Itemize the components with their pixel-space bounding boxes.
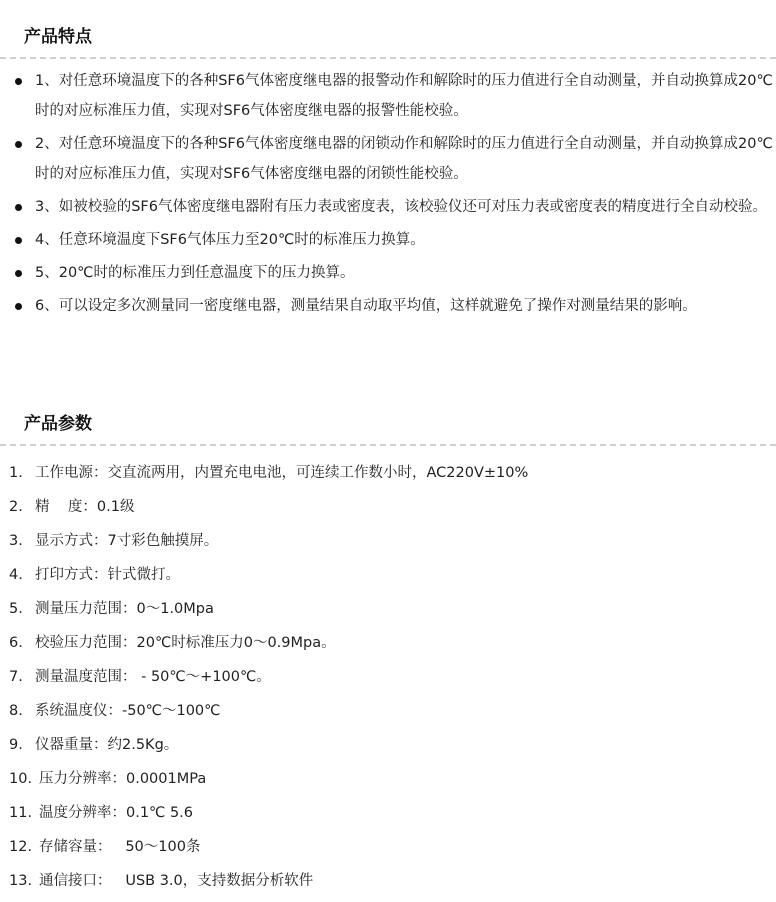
param-item <box>0 796 776 830</box>
param-item <box>0 694 776 728</box>
param-number: 1. <box>9 465 23 481</box>
param-text: 工作电源：交直流两用，内置充电电池，可连续工作数小时，AC220V±10% <box>35 465 529 481</box>
param-number: 13. <box>9 873 33 889</box>
param-item <box>0 762 776 796</box>
feature-text: 4、任意环境温度下SF6气体压力至20℃时的标准压力换算。 <box>35 232 425 248</box>
param-text: 显示方式：7寸彩色触摸屏。 <box>35 533 219 549</box>
param-text: 精 度：0.1级 <box>35 499 135 515</box>
param-number: 12. <box>9 839 33 855</box>
param-item <box>0 558 776 592</box>
param-text: 存储容量： 50～100条 <box>39 839 201 855</box>
bullet-icon <box>15 270 22 277</box>
param-item <box>0 728 776 762</box>
features-section-header <box>0 25 776 59</box>
param-text: 温度分辨率：0.1℃ 5.6 <box>39 805 194 821</box>
feature-item <box>0 258 776 288</box>
param-text: 打印方式：针式微打。 <box>35 567 180 583</box>
param-item <box>0 592 776 626</box>
param-item <box>0 830 776 864</box>
param-text: 测量温度范围： - 50℃～+100℃。 <box>35 669 271 685</box>
bullet-icon <box>15 237 22 244</box>
param-number: 3. <box>9 533 23 549</box>
param-number: 5. <box>9 601 23 617</box>
param-text: 仪器重量：约2.5Kg。 <box>35 737 179 753</box>
param-item <box>0 490 776 524</box>
param-number: 11. <box>9 805 33 821</box>
bullet-icon <box>15 141 22 148</box>
param-item <box>0 660 776 694</box>
feature-text: 1、对任意环境温度下的各种SF6气体密度继电器的报警动作和解除时的压力值进行全自动测量，并自动换算成20℃时的对应标准压力值，实现对SF6气体密度继电器的报警性能校验。 <box>35 73 773 119</box>
param-number: 2. <box>9 499 23 515</box>
param-item <box>0 864 776 898</box>
param-text: 通信接口： USB 3.0，支持数据分析软件 <box>39 873 314 889</box>
param-number: 6. <box>9 635 23 651</box>
feature-text: 2、对任意环境温度下的各种SF6气体密度继电器的闭锁动作和解除时的压力值进行全自动测量，并自动换算成20℃时的对应标准压力值，实现对SF6气体密度继电器的闭锁性能校验。 <box>35 136 773 182</box>
feature-item <box>0 291 776 321</box>
features-title: 产品特点 <box>24 27 92 47</box>
param-item <box>0 524 776 558</box>
param-text: 测量压力范围：0～1.0Mpa <box>35 601 214 617</box>
param-item <box>0 456 776 490</box>
param-item <box>0 626 776 660</box>
feature-item <box>0 225 776 255</box>
feature-item <box>0 129 776 189</box>
feature-text: 6、可以设定多次测量同一密度继电器，测量结果自动取平均值，这样就避免了操作对测量结果的影响。 <box>35 298 697 314</box>
bullet-icon <box>15 78 22 85</box>
features-list <box>0 66 776 324</box>
feature-text: 3、如被校验的SF6气体密度继电器附有压力表或密度表，该校验仪还可对压力表或密度表的精度进行全自动校验。 <box>35 199 767 215</box>
param-number: 7. <box>9 669 23 685</box>
feature-text: 5、20℃时的标准压力到任意温度下的压力换算。 <box>35 265 355 281</box>
bullet-icon <box>15 204 22 211</box>
params-section-header <box>0 412 776 446</box>
feature-item <box>0 66 776 126</box>
param-text: 系统温度仪：-50℃～100℃ <box>35 703 221 719</box>
params-list <box>0 456 776 898</box>
param-number: 8. <box>9 703 23 719</box>
param-text: 压力分辨率：0.0001MPa <box>39 771 207 787</box>
params-title: 产品参数 <box>24 414 92 434</box>
param-number: 9. <box>9 737 23 753</box>
param-number: 4. <box>9 567 23 583</box>
param-text: 校验压力范围：20℃时标准压力0～0.9Mpa。 <box>35 635 336 651</box>
feature-item <box>0 192 776 222</box>
param-number: 10. <box>9 771 33 787</box>
bullet-icon <box>15 303 22 310</box>
